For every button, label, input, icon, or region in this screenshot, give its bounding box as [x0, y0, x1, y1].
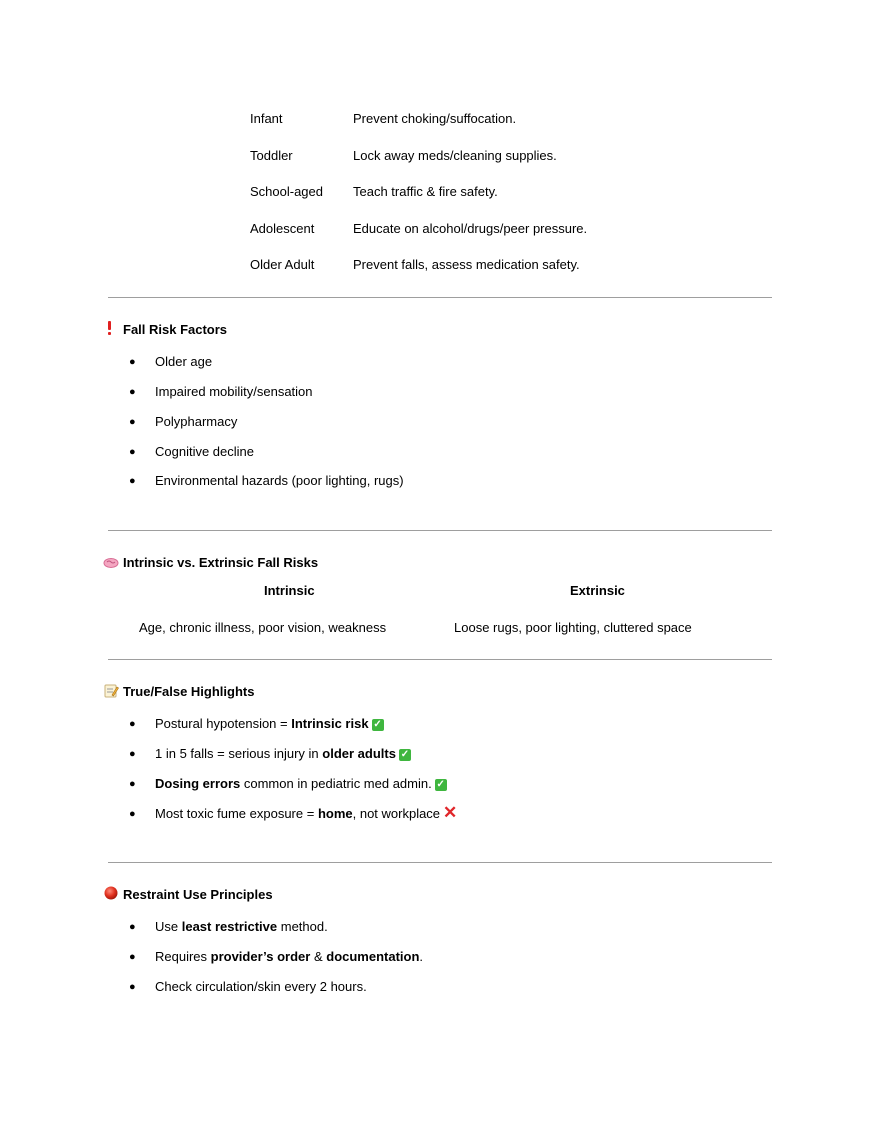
list-item-text: Older age: [155, 354, 213, 369]
section-heading-restraint: Restraint Use Principles: [123, 887, 273, 902]
safety-tip: Lock away meds/cleaning supplies.: [353, 148, 557, 163]
check-mark-icon: ✓: [400, 749, 410, 760]
age-group: School-aged: [250, 184, 323, 199]
section-heading-fall-risk: Fall Risk Factors: [123, 322, 228, 337]
bullet: ●: [129, 386, 136, 398]
bullet: ●: [129, 748, 136, 760]
bullet: ●: [129, 475, 136, 487]
bullet: ●: [129, 921, 136, 933]
column-header-extrinsic: Extrinsic: [570, 583, 625, 598]
age-group: Older Adult: [250, 257, 315, 272]
bullet: ●: [129, 981, 136, 993]
safety-tip: Prevent choking/suffocation.: [353, 111, 517, 126]
age-group: Adolescent: [250, 221, 315, 236]
bullet: ●: [129, 446, 136, 458]
bullet: ●: [129, 778, 136, 790]
check-mark-icon: ✓: [436, 779, 445, 790]
section-divider: [108, 297, 772, 298]
list-item-text: Use least restrictive method.: [155, 919, 328, 934]
extrinsic-cell: Loose rugs, poor lighting, cluttered space: [454, 620, 692, 635]
list-item-text: Dosing errors common in pediatric med admin. ✓: [155, 776, 445, 791]
list-item-text: Environmental hazards (poor lighting, rugs): [155, 473, 404, 488]
age-group: Toddler: [250, 148, 293, 163]
list-item-text: Cognitive decline: [155, 444, 255, 459]
brain-icon: [102, 554, 120, 572]
age-group: Infant: [250, 111, 283, 126]
check-mark-icon: ✓: [373, 719, 382, 730]
safety-tip: Teach traffic & fire safety.: [353, 184, 498, 199]
list-item-text: Check circulation/skin every 2 hours.: [155, 979, 367, 994]
column-header-intrinsic: Intrinsic: [264, 583, 315, 598]
intrinsic-cell: Age, chronic illness, poor vision, weakness: [139, 620, 387, 635]
list-item-text: Most toxic fume exposure = home, not workplace ✕: [155, 803, 458, 822]
list-item-text: Impaired mobility/sensation: [155, 384, 313, 399]
safety-tip: Prevent falls, assess medication safety.: [353, 257, 580, 272]
bullet: ●: [129, 356, 136, 368]
bullet: ●: [129, 718, 136, 730]
list-item-text: Requires provider’s order & documentation.: [155, 949, 424, 964]
bullet: ●: [129, 808, 136, 820]
section-divider: [108, 530, 772, 531]
section-heading-true-false: True/False Highlights: [123, 684, 255, 699]
section-divider: [108, 862, 772, 863]
section-divider: [108, 659, 772, 660]
exclamation-icon: [102, 320, 120, 338]
memo-icon: [102, 682, 120, 700]
list-item-text: Polypharmacy: [155, 414, 238, 429]
cross-mark-icon: ✕: [443, 803, 458, 822]
bullet: ●: [129, 951, 136, 963]
red-circle-icon: [102, 885, 120, 903]
bullet: ●: [129, 416, 136, 428]
list-item-text: 1 in 5 falls = serious injury in older adults ✓: [155, 746, 410, 761]
section-heading-intrinsic-extrinsic: Intrinsic vs. Extrinsic Fall Risks: [123, 555, 319, 570]
list-item-text: Postural hypotension = Intrinsic risk ✓: [155, 716, 382, 731]
safety-tip: Educate on alcohol/drugs/peer pressure.: [353, 221, 588, 236]
